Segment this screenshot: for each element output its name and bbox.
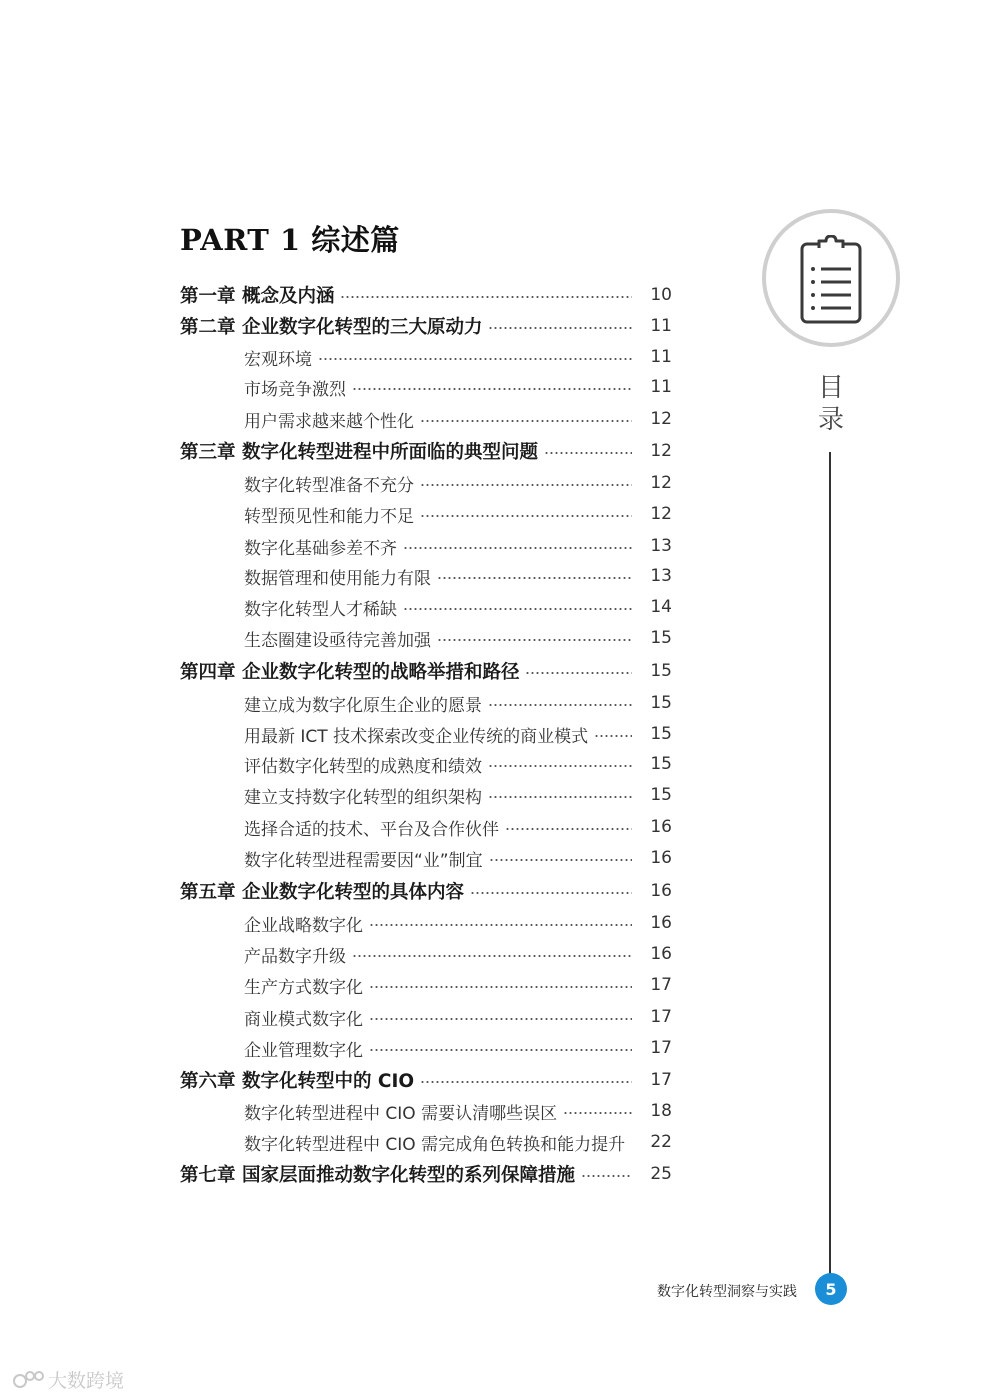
- toc-section-row[interactable]: [180, 531, 672, 561]
- toc-page-number: 15: [650, 754, 672, 774]
- toc-dot-leader: [563, 1112, 632, 1114]
- toc-dot-leader: [544, 452, 632, 454]
- watermark: [12, 1366, 124, 1393]
- watermark-text: 大数跨境: [48, 1370, 125, 1392]
- toc-dot-leader: [420, 484, 632, 486]
- toc-dot-leader: [489, 859, 632, 861]
- toc-section-row[interactable]: [180, 372, 672, 402]
- side-title: [815, 372, 847, 436]
- toc-page-number: 17: [650, 1007, 672, 1027]
- toc-entry-label: 选择合适的技术、平台及合作伙伴: [244, 819, 499, 840]
- watermark-logo-icon: [12, 1370, 46, 1390]
- toc-dot-leader: [505, 828, 632, 830]
- toc-page-number: 15: [650, 693, 672, 713]
- toc-page-number: 14: [650, 597, 672, 617]
- toc-section-row[interactable]: [180, 939, 672, 969]
- toc-entry-label: 生态圈建设亟待完善加强: [244, 630, 431, 651]
- toc-section-row[interactable]: [180, 468, 672, 498]
- toc-page-number: 12: [650, 409, 672, 429]
- toc-entry-label: 用户需求越来越个性化: [244, 411, 414, 432]
- toc-entry-label: 第二章 企业数字化转型的三大原动力: [180, 317, 483, 338]
- toc-page-number: 17: [650, 975, 672, 995]
- side-title-char: 录: [817, 405, 844, 435]
- toc-entry-label: 宏观环境: [244, 349, 312, 370]
- toc-entry-label: 市场竞争激烈: [244, 379, 346, 400]
- toc-chapter-row[interactable]: [180, 1065, 672, 1095]
- toc-entry-label: 第七章 国家层面推动数字化转型的系列保障措施: [180, 1165, 575, 1186]
- toc-chapter-row[interactable]: [180, 656, 672, 686]
- toc-section-row[interactable]: [180, 1127, 672, 1157]
- toc-entry-label: 商业模式数字化: [244, 1009, 363, 1030]
- toc-dot-leader: [525, 672, 632, 674]
- toc-entry-label: 第六章 数字化转型中的 CIO: [180, 1071, 415, 1092]
- toc-page-number: 16: [650, 881, 672, 901]
- toc-section-row[interactable]: [180, 749, 672, 779]
- toc-chapter-row[interactable]: [180, 876, 672, 906]
- toc-entry-label: 建立成为数字化原生企业的愿景: [244, 695, 482, 716]
- toc-page-number: 12: [650, 504, 672, 524]
- toc-page-number: 11: [650, 316, 672, 336]
- toc-dot-leader: [420, 420, 632, 422]
- toc-dot-leader: [581, 1175, 632, 1177]
- part-title: PART 1 综述篇: [180, 223, 400, 257]
- toc-page-number: 12: [650, 441, 672, 461]
- side-title-char: 目: [817, 373, 844, 403]
- toc-page-number: 11: [650, 347, 672, 367]
- toc-entry-label: 数字化转型准备不充分: [244, 475, 414, 496]
- toc-entry-label: 产品数字升级: [244, 946, 346, 967]
- toc-entry-label: 第五章 企业数字化转型的具体内容: [180, 882, 464, 903]
- toc-entry-label: 数字化转型进程中 CIO 需完成角色转换和能力提升: [244, 1134, 626, 1155]
- toc-page-number: 17: [650, 1070, 672, 1090]
- toc-page-number: 15: [650, 628, 672, 648]
- emblem: [762, 209, 900, 347]
- toc-section-row[interactable]: [180, 561, 672, 591]
- clipboard-list-icon: [799, 235, 863, 325]
- page-number-badge: 5: [815, 1273, 847, 1305]
- toc-entry-label: 生产方式数字化: [244, 977, 363, 998]
- toc-dot-leader: [488, 327, 632, 329]
- toc-entry-label: 数字化转型进程需要因“业”制宜: [244, 850, 483, 871]
- toc-dot-leader: [470, 892, 632, 894]
- toc-chapter-row[interactable]: [180, 311, 672, 341]
- toc-dot-leader: [420, 515, 632, 517]
- toc-section-row[interactable]: [180, 1002, 672, 1032]
- toc-page-number: 22: [650, 1132, 672, 1152]
- toc-dot-leader: [437, 577, 632, 579]
- footer-book-title: 数字化转型洞察与实践: [657, 1284, 797, 1300]
- toc-entry-label: 第一章 概念及内涵: [180, 286, 335, 307]
- toc-section-row[interactable]: [180, 812, 672, 842]
- toc-chapter-row[interactable]: [180, 436, 672, 466]
- toc-page-number: 16: [650, 944, 672, 964]
- toc-page-number: 10: [650, 285, 672, 305]
- toc-page-number: 15: [650, 724, 672, 744]
- toc-section-row[interactable]: [180, 623, 672, 653]
- toc-section-row[interactable]: [180, 1096, 672, 1126]
- toc-section-row[interactable]: [180, 843, 672, 873]
- toc-entry-label: 用最新 ICT 技术探索改变企业传统的商业模式: [244, 726, 589, 747]
- toc-page-number: 16: [650, 848, 672, 868]
- toc-dot-leader: [437, 639, 632, 641]
- toc-dot-leader: [488, 765, 632, 767]
- toc-entry-label: 第三章 数字化转型进程中所面临的典型问题: [180, 442, 538, 463]
- toc-entry-label: 企业管理数字化: [244, 1040, 363, 1061]
- toc-dot-leader: [318, 358, 632, 360]
- toc-section-row[interactable]: [180, 970, 672, 1000]
- toc-page-number: 15: [650, 785, 672, 805]
- toc-page-number: 12: [650, 473, 672, 493]
- toc-entry-label: 第四章 企业数字化转型的战略举措和路径: [180, 662, 520, 683]
- toc-dot-leader: [420, 1081, 632, 1083]
- toc-dot-leader: [369, 986, 632, 988]
- toc-dot-leader: [369, 1018, 632, 1020]
- toc-page-number: 16: [650, 913, 672, 933]
- side-divider: [829, 452, 831, 1274]
- toc-section-row[interactable]: [180, 688, 672, 718]
- toc-dot-leader: [352, 388, 632, 390]
- toc-page-number: 18: [650, 1101, 672, 1121]
- toc-dot-leader: [488, 704, 632, 706]
- toc-entry-label: 数据管理和使用能力有限: [244, 568, 431, 589]
- toc-entry-label: 企业战略数字化: [244, 915, 363, 936]
- toc-page-number: 13: [650, 536, 672, 556]
- toc-section-row[interactable]: [180, 342, 672, 372]
- toc-section-row[interactable]: [180, 908, 672, 938]
- toc-page-number: 11: [650, 377, 672, 397]
- toc-page-number: 13: [650, 566, 672, 586]
- toc-entry-label: 数字化基础参差不齐: [244, 538, 397, 559]
- toc-page-number: 25: [650, 1164, 672, 1184]
- toc-dot-leader: [631, 1143, 632, 1145]
- toc-section-row[interactable]: [180, 780, 672, 810]
- toc-page-number: 17: [650, 1038, 672, 1058]
- toc-section-row[interactable]: [180, 1033, 672, 1063]
- toc-dot-leader: [369, 1049, 632, 1051]
- toc-dot-leader: [403, 547, 632, 549]
- toc-dot-leader: [352, 955, 632, 957]
- toc-section-row[interactable]: [180, 719, 672, 749]
- toc-chapter-row[interactable]: [180, 280, 672, 310]
- toc-section-row[interactable]: [180, 404, 672, 434]
- toc-page-number: 16: [650, 817, 672, 837]
- toc-dot-leader: [340, 296, 632, 298]
- toc-entry-label: 转型预见性和能力不足: [244, 506, 414, 527]
- toc-section-row[interactable]: [180, 592, 672, 622]
- toc-dot-leader: [403, 608, 632, 610]
- toc-entry-label: 数字化转型人才稀缺: [244, 599, 397, 620]
- toc-dot-leader: [369, 924, 632, 926]
- toc-section-row[interactable]: [180, 499, 672, 529]
- toc-entry-label: 评估数字化转型的成熟度和绩效: [244, 756, 482, 777]
- toc-entry-label: 建立支持数字化转型的组织架构: [244, 787, 482, 808]
- toc-chapter-row[interactable]: [180, 1159, 672, 1189]
- toc-dot-leader: [594, 735, 632, 737]
- toc-page-number: 15: [650, 661, 672, 681]
- toc-dot-leader: [488, 796, 632, 798]
- toc-entry-label: 数字化转型进程中 CIO 需要认清哪些误区: [244, 1103, 558, 1124]
